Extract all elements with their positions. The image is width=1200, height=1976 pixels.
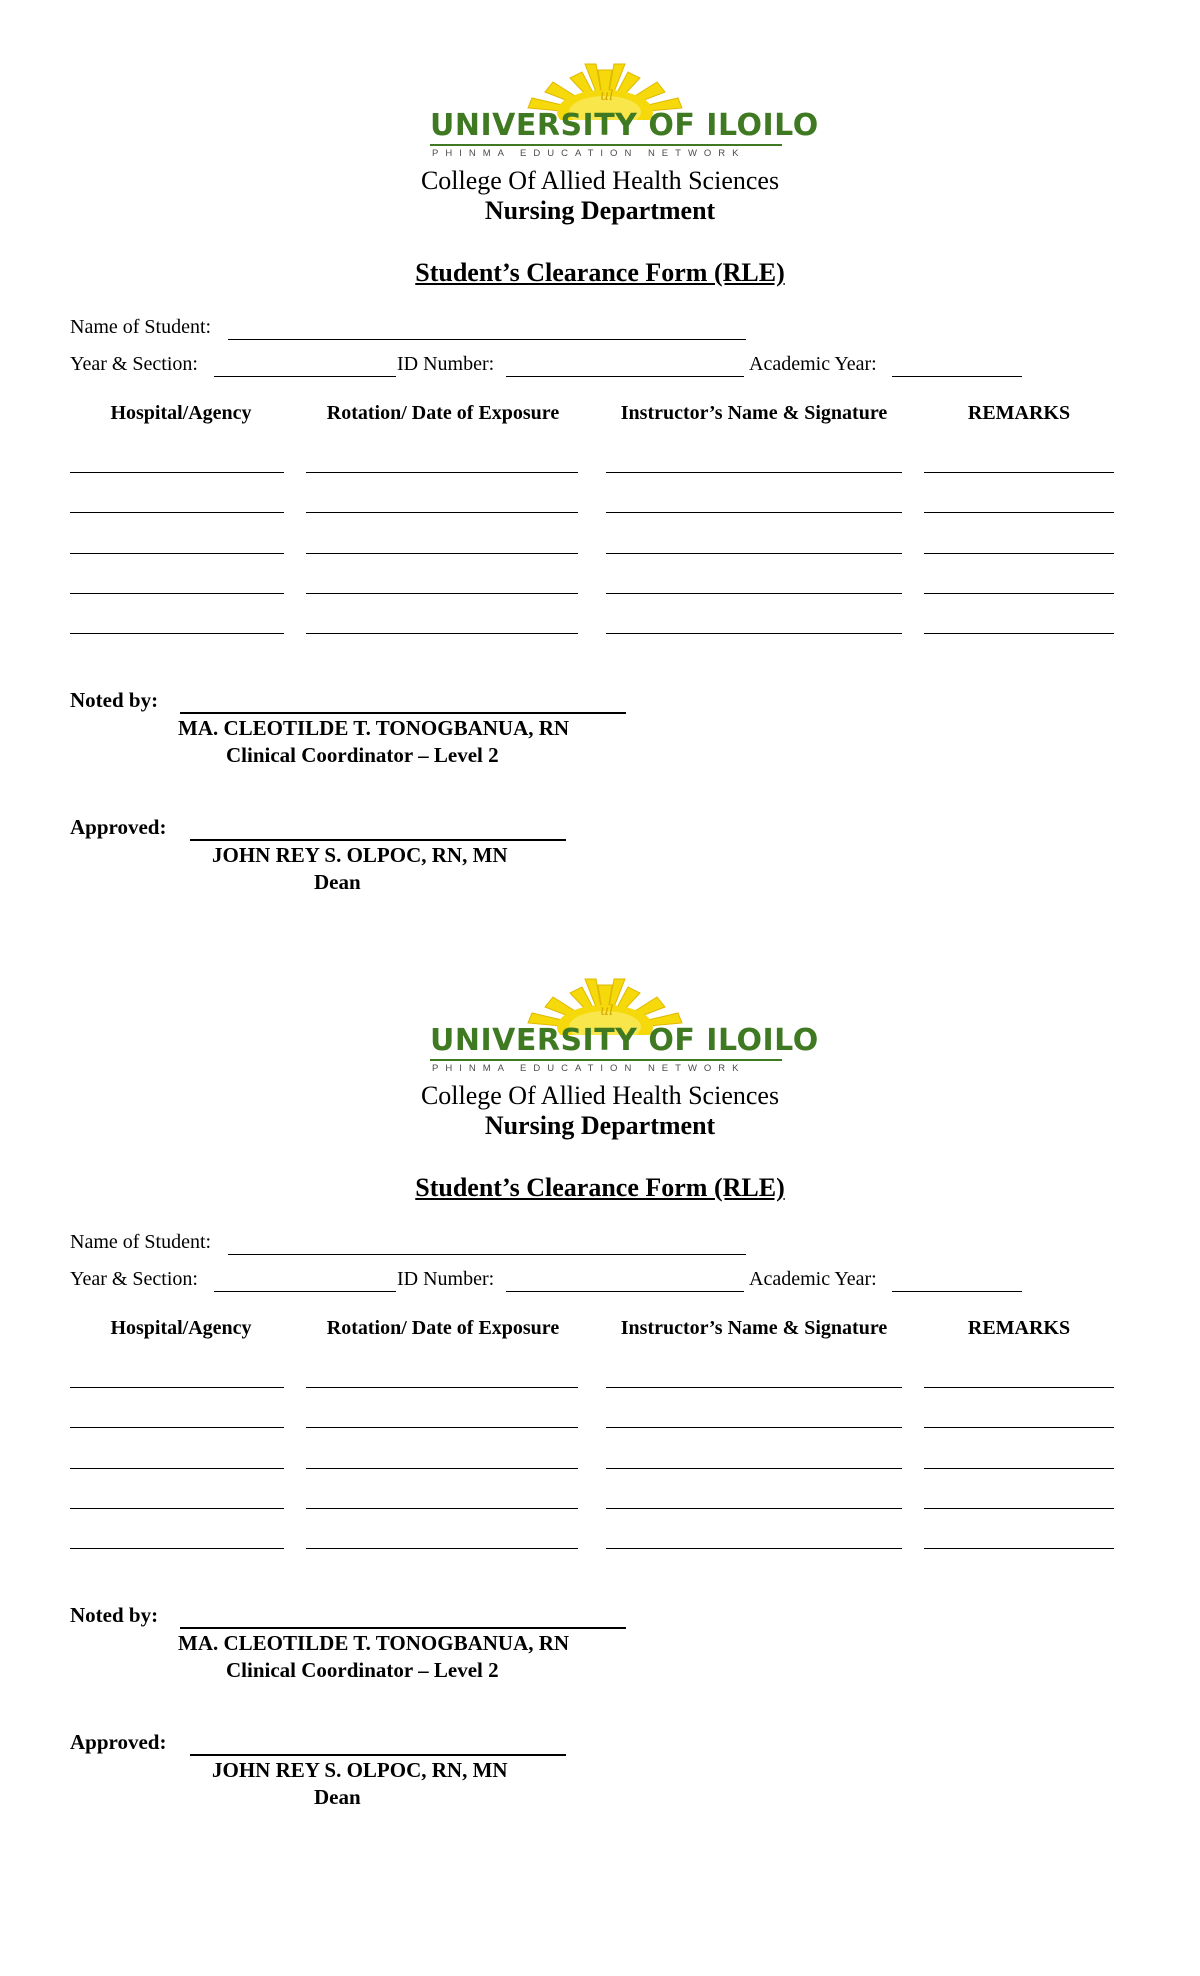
logo-wordmark: UNIVERSITY OF ILOILO xyxy=(430,108,819,143)
approved-name: JOHN REY S. OLPOC, RN, MN xyxy=(212,1758,508,1782)
noted-by-name: MA. CLEOTILDE T. TONOGBANUA, RN xyxy=(178,1631,570,1655)
entry-line[interactable] xyxy=(70,1508,284,1509)
department-name: Nursing Department xyxy=(484,196,716,225)
entry-line[interactable] xyxy=(70,553,284,554)
entry-line[interactable] xyxy=(306,1427,578,1428)
entry-line[interactable] xyxy=(306,553,578,554)
noted-by-title: Clinical Coordinator – Level 2 xyxy=(226,1658,499,1682)
year-section-label: Year & Section: xyxy=(70,1268,198,1290)
entry-line[interactable] xyxy=(306,472,578,473)
entry-line[interactable] xyxy=(606,1387,902,1388)
name-of-student-label: Name of Student: xyxy=(70,316,212,338)
approved-title: Dean xyxy=(314,1785,361,1809)
year-section-line[interactable] xyxy=(214,376,396,377)
entry-line[interactable] xyxy=(306,1468,578,1469)
logo-tagline: PHINMA EDUCATION NETWORK xyxy=(432,1063,746,1074)
entry-line[interactable] xyxy=(924,1427,1114,1428)
academic-year-line[interactable] xyxy=(892,1291,1022,1292)
noted-by-signature-line[interactable] xyxy=(180,1627,626,1629)
entry-line[interactable] xyxy=(606,1468,902,1469)
svg-text:ul: ul xyxy=(600,1003,614,1019)
form-title: Student’s Clearance Form (RLE) xyxy=(415,258,785,287)
noted-by-name: MA. CLEOTILDE T. TONOGBANUA, RN xyxy=(178,716,570,740)
entry-line[interactable] xyxy=(606,593,902,594)
svg-text:ul: ul xyxy=(600,88,614,104)
entry-line[interactable] xyxy=(924,512,1114,513)
entry-line[interactable] xyxy=(924,1387,1114,1388)
department-name: Nursing Department xyxy=(484,1111,716,1140)
col-instructor-signature: Instructor’s Name & Signature xyxy=(620,402,888,424)
entry-line[interactable] xyxy=(70,1548,284,1549)
col-hospital-agency: Hospital/Agency xyxy=(110,402,252,424)
entry-line[interactable] xyxy=(924,553,1114,554)
entry-line[interactable] xyxy=(70,1468,284,1469)
entry-line[interactable] xyxy=(924,1468,1114,1469)
col-rotation-date: Rotation/ Date of Exposure xyxy=(326,402,560,424)
id-number-line[interactable] xyxy=(506,376,744,377)
entry-line[interactable] xyxy=(924,472,1114,473)
noted-by-label: Noted by: xyxy=(70,1603,159,1627)
logo-rule xyxy=(430,1059,782,1061)
noted-by-label: Noted by: xyxy=(70,688,159,712)
form-title: Student’s Clearance Form (RLE) xyxy=(415,1173,785,1202)
entry-line[interactable] xyxy=(70,633,284,634)
academic-year-label: Academic Year: xyxy=(749,1268,877,1290)
entry-line[interactable] xyxy=(306,512,578,513)
university-logo xyxy=(420,60,819,170)
entry-line[interactable] xyxy=(606,633,902,634)
entry-line[interactable] xyxy=(606,553,902,554)
entry-line[interactable] xyxy=(606,1427,902,1428)
approved-title: Dean xyxy=(314,870,361,894)
noted-by-title: Clinical Coordinator – Level 2 xyxy=(226,743,499,767)
entry-line[interactable] xyxy=(70,1387,284,1388)
entry-line[interactable] xyxy=(306,633,578,634)
approved-signature-line[interactable] xyxy=(190,839,566,841)
approved-signature-line[interactable] xyxy=(190,1754,566,1756)
entry-line[interactable] xyxy=(606,1508,902,1509)
logo-wordmark: UNIVERSITY OF ILOILO xyxy=(430,1023,819,1058)
col-instructor-signature: Instructor’s Name & Signature xyxy=(620,1317,888,1339)
name-of-student-line[interactable] xyxy=(228,1254,746,1255)
entry-line[interactable] xyxy=(306,1387,578,1388)
noted-by-signature-line[interactable] xyxy=(180,712,626,714)
logo-rule xyxy=(430,144,782,146)
entry-line[interactable] xyxy=(70,593,284,594)
logo-tagline: PHINMA EDUCATION NETWORK xyxy=(432,148,746,159)
university-logo xyxy=(420,975,819,1085)
entry-line[interactable] xyxy=(606,1548,902,1549)
col-hospital-agency: Hospital/Agency xyxy=(110,1317,252,1339)
college-name: College Of Allied Health Sciences xyxy=(420,166,780,195)
id-number-line[interactable] xyxy=(506,1291,744,1292)
entry-line[interactable] xyxy=(306,593,578,594)
id-number-label: ID Number: xyxy=(397,353,495,375)
clearance-form xyxy=(0,975,1200,1875)
entry-line[interactable] xyxy=(924,1508,1114,1509)
academic-year-label: Academic Year: xyxy=(749,353,877,375)
entry-line[interactable] xyxy=(70,472,284,473)
col-rotation-date: Rotation/ Date of Exposure xyxy=(326,1317,560,1339)
college-name: College Of Allied Health Sciences xyxy=(420,1081,780,1110)
col-remarks: REMARKS xyxy=(967,1317,1071,1339)
id-number-label: ID Number: xyxy=(397,1268,495,1290)
name-of-student-line[interactable] xyxy=(228,339,746,340)
entry-line[interactable] xyxy=(924,593,1114,594)
approved-label: Approved: xyxy=(70,1730,167,1754)
entry-line[interactable] xyxy=(70,1427,284,1428)
name-of-student-label: Name of Student: xyxy=(70,1231,212,1253)
year-section-label: Year & Section: xyxy=(70,353,198,375)
approved-name: JOHN REY S. OLPOC, RN, MN xyxy=(212,843,508,867)
academic-year-line[interactable] xyxy=(892,376,1022,377)
entry-line[interactable] xyxy=(924,1548,1114,1549)
entry-line[interactable] xyxy=(306,1508,578,1509)
year-section-line[interactable] xyxy=(214,1291,396,1292)
clearance-form xyxy=(0,60,1200,960)
entry-line[interactable] xyxy=(924,633,1114,634)
entry-line[interactable] xyxy=(306,1548,578,1549)
entry-line[interactable] xyxy=(70,512,284,513)
col-remarks: REMARKS xyxy=(967,402,1071,424)
entry-line[interactable] xyxy=(606,472,902,473)
approved-label: Approved: xyxy=(70,815,167,839)
entry-line[interactable] xyxy=(606,512,902,513)
